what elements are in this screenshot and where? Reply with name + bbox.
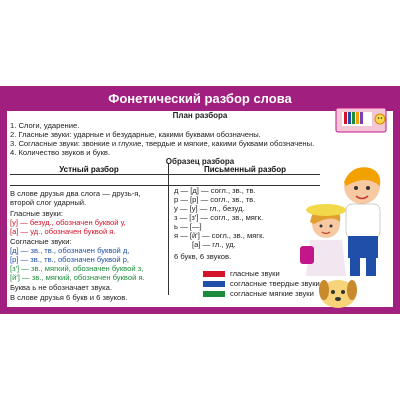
plan-item: 1. Слоги, ударение. xyxy=(10,121,80,130)
plan-item: 2. Гласные звуки: ударные и безударные, какими буквами обозначены. xyxy=(10,130,261,139)
written-line: з — [з'] — согл., зв., мягк. xyxy=(174,213,264,222)
written-line: ь — [—] xyxy=(174,222,202,231)
legend-label: согласные твердые звуки xyxy=(230,279,320,288)
written-total: 6 букв, 6 звуков. xyxy=(174,252,232,261)
legend-swatch xyxy=(203,291,225,297)
oral-consonant: [з'] — зв., мягкий, обозначен буквой з, xyxy=(10,264,144,273)
oral-consonant: [д] — зв., тв., обозначен буквой д, xyxy=(10,246,130,255)
oral-line: второй слог ударный. xyxy=(10,198,87,207)
written-line: д — [д] — согл., зв., тв. xyxy=(174,186,256,195)
oral-total: В слове друзья 6 букв и 6 звуков. xyxy=(10,293,128,302)
legend-item xyxy=(203,269,280,278)
oral-vowel: [а] — уд., обозначен буквой я. xyxy=(10,227,116,236)
table-column-divider xyxy=(168,164,169,295)
written-line: [а] — гл., уд. xyxy=(192,240,236,249)
legend-swatch xyxy=(203,271,225,277)
legend-label: гласные звуки xyxy=(230,269,280,278)
oral-consonant: [й'] — зв., мягкий, обозначен буквой я. xyxy=(10,273,145,282)
oral-consonants-label: Согласные звуки: xyxy=(10,237,72,246)
plan-heading: План разбора xyxy=(172,111,228,120)
written-line: р — [р] — согл., зв., тв. xyxy=(174,195,256,204)
page-title: Фонетический разбор слова xyxy=(108,91,292,106)
children-illustration xyxy=(296,160,400,310)
legend-label: согласные мягкие звуки xyxy=(230,289,314,298)
written-line: я — [й'] — согл., зв., мягк. xyxy=(174,231,265,240)
written-line: у — [у] — гл., безуд. xyxy=(174,204,245,213)
oral-consonant: [р] — зв., тв., обозначен буквой р, xyxy=(10,255,130,264)
legend-swatch xyxy=(203,281,225,287)
written-header: Письменный разбор xyxy=(204,165,286,174)
oral-vowel: [у] — безуд., обозначен буквой у, xyxy=(10,218,126,227)
oral-line: В слове друзья два слога — друзь-я, xyxy=(10,189,141,198)
oral-vowels-label: Гласные звуки: xyxy=(10,209,63,218)
oral-soft-sign: Буква ь не обозначает звука. xyxy=(10,283,112,292)
plan-item: 3. Согласные звуки: звонкие и глухие, твердые и мягкие, какими буквами обозначены. xyxy=(10,139,315,148)
sample-heading: Образец разбора xyxy=(165,157,235,166)
table-header-rule xyxy=(10,185,320,186)
oral-header: Устный разбор xyxy=(59,165,119,174)
plan-item: 4. Количество звуков и букв. xyxy=(10,148,111,157)
